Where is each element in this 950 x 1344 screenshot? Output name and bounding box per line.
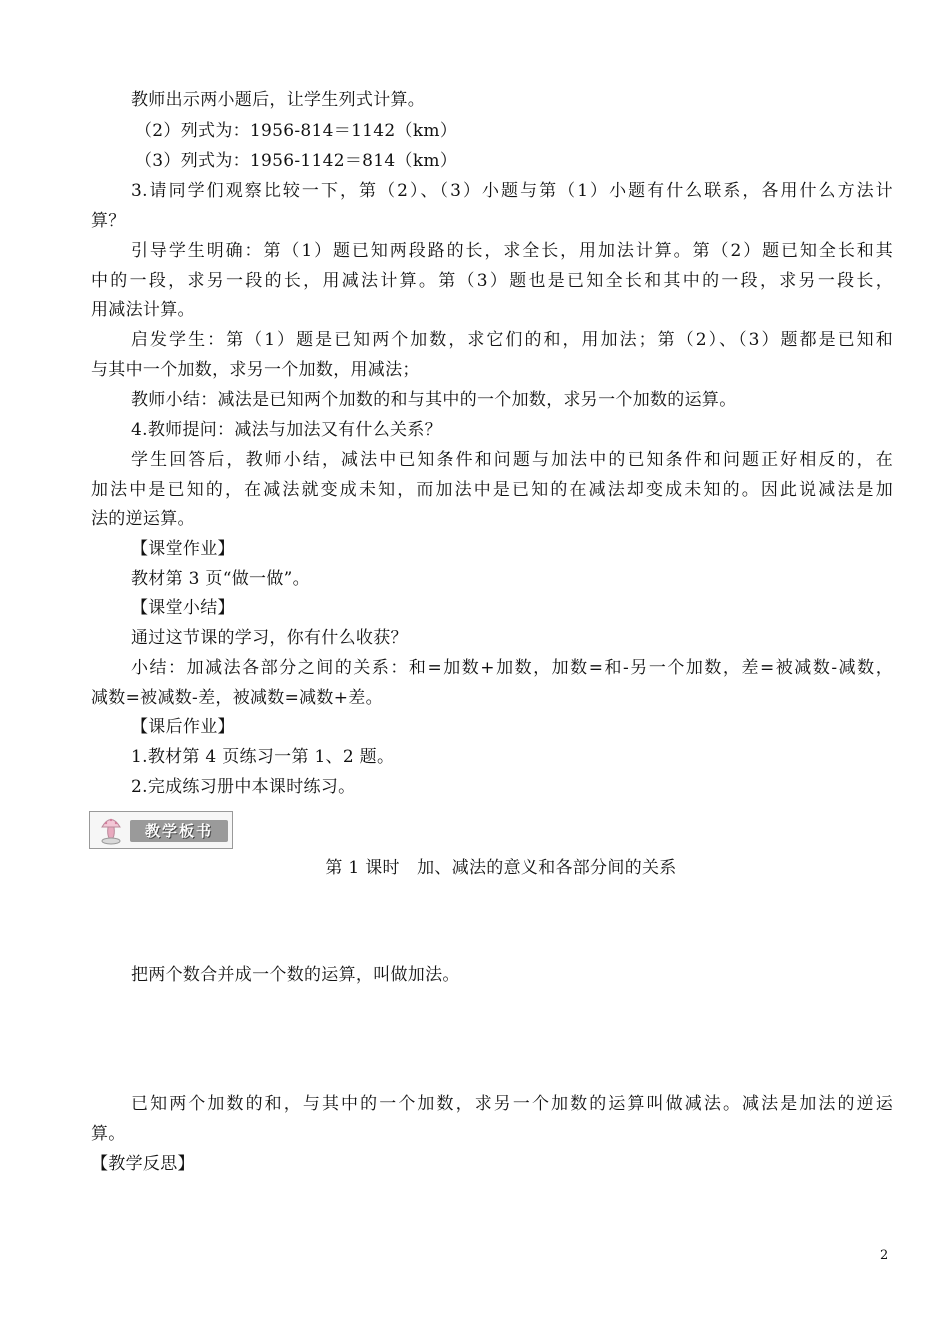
page-number: 2 [880,1248,889,1263]
section-heading: 【课堂小结】 [131,598,235,618]
paragraph-line: 减数=被减数-差，被减数=减数+差。 [91,688,383,708]
paragraph-line: 2.完成练习册中本课时练习。 [131,777,356,797]
lamp-icon [94,814,128,846]
paragraph-line: 学生回答后，教师小结，减法中已知条件和问题与加法中的已知条件和问题正好相反的，在 [131,450,893,470]
paragraph-line: 用减法计算。 [91,300,195,320]
paragraph-line: 教师小结：减法是已知两个加数的和与其中的一个加数，求另一个加数的运算。 [131,390,737,410]
section-heading: 【课后作业】 [131,717,235,737]
paragraph-line: 1.教材第 4 页练习一第 1、2 题。 [131,747,395,767]
subtraction-definition-cont: 算。 [91,1124,126,1144]
paragraph-line: 与其中一个加数，求另一个加数，用减法； [91,360,420,380]
paragraph-line: （2）列式为：1956-814＝1142（km） [135,121,458,141]
paragraph-line: 4.教师提问：减法与加法又有什么关系？ [131,420,442,440]
paragraph-line: 启发学生：第（1）题是已知两个加数，求它们的和，用加法；第（2）、（3）题都是已知和 [131,330,893,350]
teaching-board-badge [89,811,233,849]
paragraph-line: 法的逆运算。 [91,509,195,529]
badge-label: 教学板书 [130,820,228,842]
paragraph-line: 教材第 3 页“做一做”。 [131,569,310,589]
paragraph-line: （3）列式为：1956-1142＝814（km） [135,151,458,171]
paragraph-line: 中的一段，求另一段的长，用减法计算。第（3）题也是已知全长和其中的一段，求另一段长， [91,271,893,291]
reflection-heading: 【教学反思】 [91,1154,195,1174]
subtraction-definition: 已知两个加数的和，与其中的一个加数，求另一个加数的运算叫做减法。减法是加法的逆运 [131,1094,893,1114]
paragraph-line: 加法中是已知的，在减法就变成未知，而加法中是已知的在减法却变成未知的。因此说减法是加 [91,480,893,500]
paragraph-line: 通过这节课的学习，你有什么收获？ [131,628,408,648]
section-heading: 【课堂作业】 [131,539,235,559]
board-title: 第 1 课时 加、减法的意义和各部分间的关系 [325,858,677,878]
paragraph-line: 小结：加减法各部分之间的关系：和=加数+加数，加数=和-另一个加数，差=被减数-减数， [131,658,893,678]
paragraph-line: 教师出示两小题后，让学生列式计算。 [131,90,426,110]
paragraph-line: 算？ [91,211,126,231]
paragraph-line: 引导学生明确：第（1）题已知两段路的长，求全长，用加法计算。第（2）题已知全长和其 [131,241,893,261]
paragraph-line: 3.请同学们观察比较一下，第（2）、（3）小题与第（1）小题有什么联系，各用什么方法计 [131,181,893,201]
addition-definition: 把两个数合并成一个数的运算，叫做加法。 [131,965,460,985]
